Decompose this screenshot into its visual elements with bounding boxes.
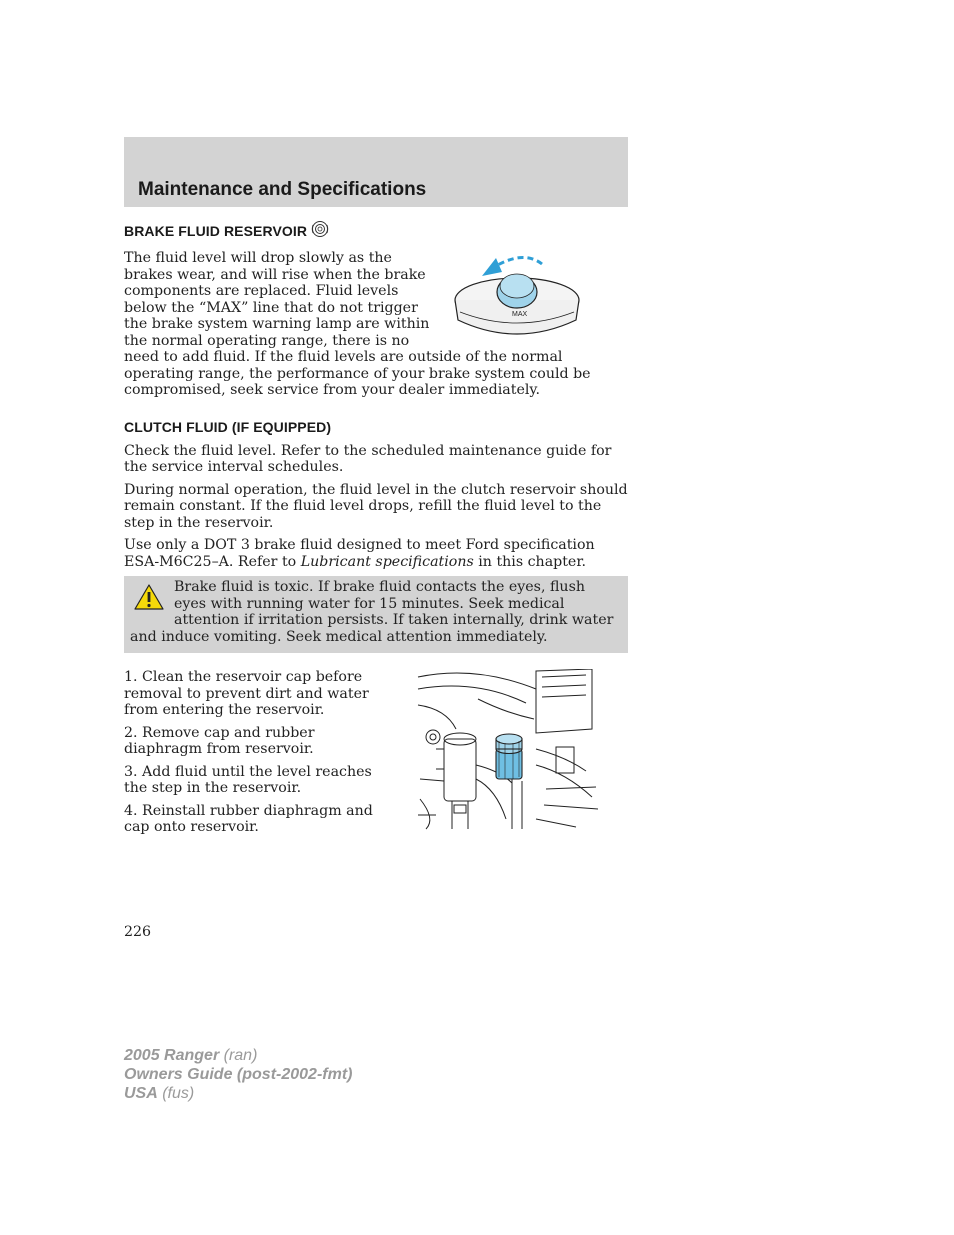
steps-row: [124, 669, 628, 842]
footer-market-code: (fus): [157, 1085, 195, 1102]
footer-model-code: (ran): [219, 1047, 258, 1064]
step-item: 3. Add fluid until the level reaches the step in the reservoir.: [124, 763, 372, 796]
brake-reservoir-figure: [452, 252, 582, 348]
page-header-title: Maintenance and Specifications: [138, 179, 427, 200]
clutch-paragraph-3: [124, 537, 628, 570]
footer-line-3: [124, 1084, 352, 1103]
footer-market: USA: [124, 1085, 158, 1102]
p3-text-before: Use only a DOT 3 brake fluid designed to meet Ford specification ESA-M6C25–A. Refer to: [124, 537, 595, 570]
footer-line-1: [124, 1046, 352, 1065]
clutch-paragraph-1: Check the fluid level. Refer to the scheduled maintenance guide for the service interval schedules.: [124, 442, 612, 475]
clutch-fluid-heading: CLUTCH FLUID (IF EQUIPPED): [124, 418, 332, 435]
brake-fluid-heading: BRAKE FLUID RESERVOIR: [124, 223, 308, 239]
clutch-paragraph-2: During normal operation, the fluid level in the clutch reservoir should remain constant. If the fluid level drops, refill the fluid level to the step in the reservoir.: [124, 481, 628, 531]
page-number: 226: [124, 924, 152, 940]
document-footer: [124, 1046, 352, 1103]
footer-line-2: Owners Guide (post-2002-fmt): [124, 1066, 353, 1083]
step-item: 2. Remove cap and rubber diaphragm from reservoir.: [124, 724, 315, 757]
warning-text: Brake fluid is toxic. If brake fluid contacts the eyes, flush eyes with running water for 15 minutes. Seek medical attention if irritation persists. If taken internally, drink water and induce vomiting. Seek medical attention immediately.: [130, 579, 614, 645]
step-item: 4. Reinstall rubber diaphragm and cap onto reservoir.: [124, 802, 373, 835]
warning-box: [124, 576, 628, 653]
brake-fluid-paragraph: The fluid level will drop slowly as the brakes wear, and will rise when the brake components are replaced. Fluid levels below the “MAX” line that do not trigger the brake system warning lamp are within the normal operating range, there is no need to add fluid. If the fluid levels are outside of the normal operating range, the performance of your brake system could be compromised, seek service from your dealer immediately.: [124, 250, 591, 398]
footer-model: 2005 Ranger: [124, 1047, 220, 1064]
brake-heading-row: [124, 220, 628, 242]
warning-triangle-icon: [134, 584, 164, 615]
max-label: MAX: [512, 311, 528, 318]
step-item: 1. Clean the reservoir cap before removal to prevent dirt and water from entering the reservoir.: [124, 669, 369, 718]
clutch-reservoir-figure: [416, 669, 600, 842]
p3-text-after: in this chapter.: [473, 553, 587, 570]
main-content: [124, 220, 628, 842]
brake-service-icon: [311, 220, 329, 242]
header-band: [124, 137, 628, 207]
steps-list: [124, 669, 374, 842]
lubricant-specifications-ref: Lubricant specifications: [300, 553, 474, 570]
